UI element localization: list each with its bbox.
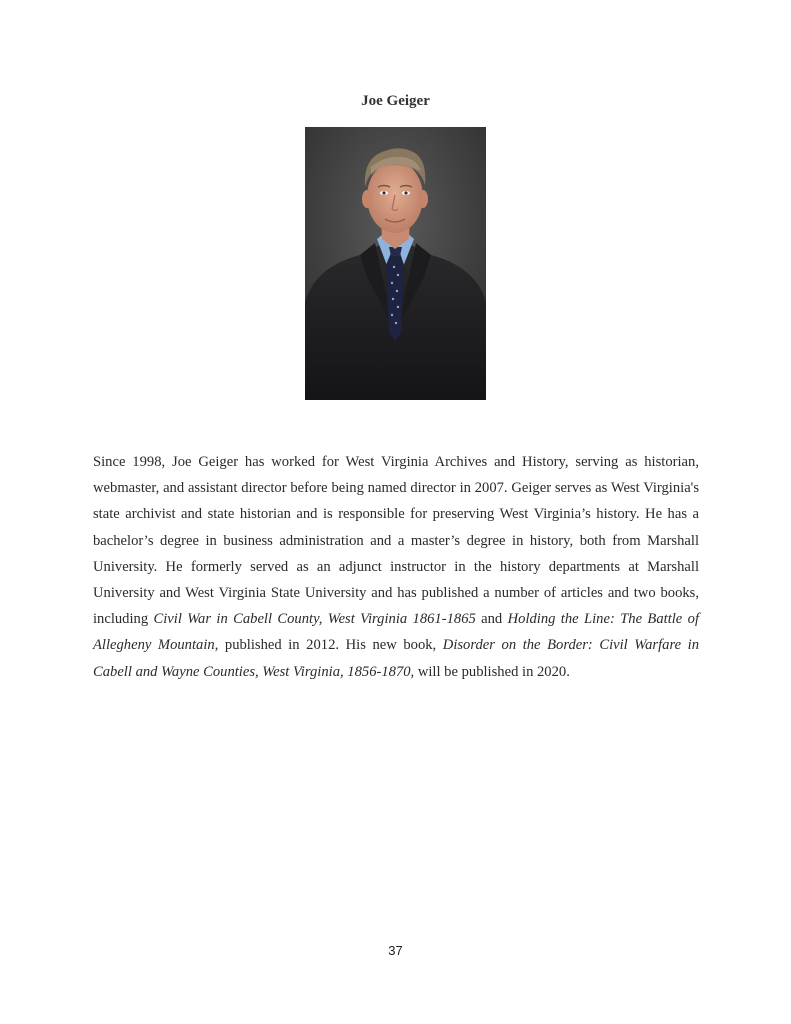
biography-paragraph <box>93 449 699 685</box>
page-title: Joe Geiger <box>361 93 430 109</box>
bio-text-1: Since 1998, Joe Geiger has worked for West Virginia Archives and History, serving as historian, webmaster, and assistant director before being named director in 2007. Geiger serves as West Virginia's state archivist and state historian and is responsible for preserving West Virginia’s history. He has a bachelor’s degree in business administration and a master’s degree in history, both from Marshall University. He formerly served as an adjunct instructor in the history departments at Marshall University and West Virginia State University and has published a number of articles and two books, including <box>93 454 699 628</box>
bio-text-3: , published in 2012. His new book, <box>214 637 443 654</box>
portrait-photo <box>305 127 486 400</box>
bio-text-4: will be published in 2020. <box>414 663 570 680</box>
book-title-civil-war: Civil War in Cabell County, West Virginia 1861-1865 <box>153 611 476 628</box>
book-title-disorder-on-the-border: Disorder on the Border: Civil Warfare in Cabell and Wayne Counties, West Virginia, 1856-1870, <box>93 637 700 680</box>
book-title-holding-the-line: Holding the Line: The Battle of Allegheny Mountain <box>93 611 700 654</box>
page-number: 37 <box>388 943 403 958</box>
bio-text-2: and <box>475 611 508 628</box>
